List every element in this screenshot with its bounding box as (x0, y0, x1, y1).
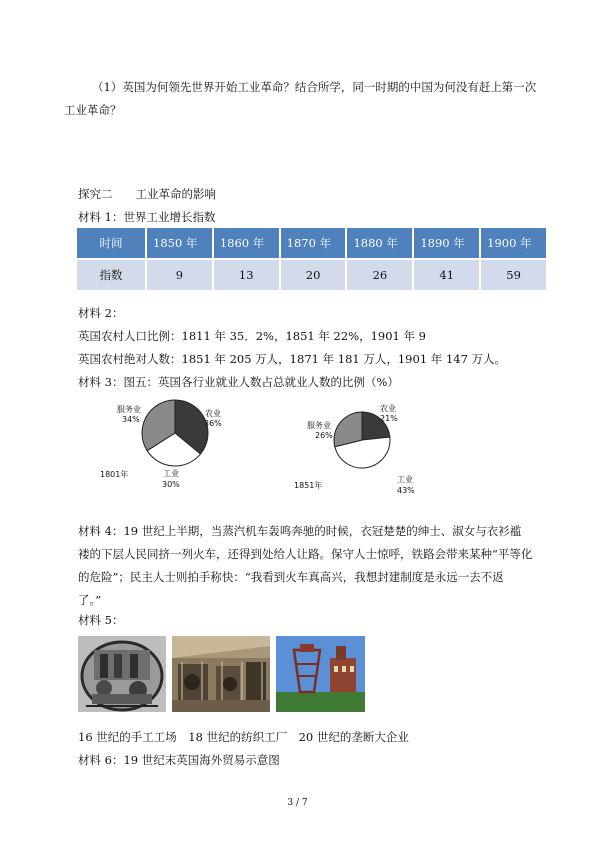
material-4-line3: 的危险”；民主人士则拍手称快：“我看到火车真高兴，我想封建制度是永远一去不返 (78, 570, 504, 584)
pie2-label-industry: 工业 (397, 475, 413, 484)
pie2-label-agriculture: 农业 (380, 404, 396, 413)
industrial-index-table (75, 226, 548, 292)
table-cell: 41 (414, 260, 479, 290)
pie1-label-services: 服务业 (117, 405, 141, 414)
table-header-cell: 1900 年 (481, 228, 546, 258)
material-6-title: 材料 6：19 世纪末英国海外贸易示意图 (78, 753, 280, 767)
question-1-line2: 工业革命？ (64, 103, 122, 117)
pie2-pct-industry: 43% (397, 486, 415, 495)
pie2-year: 1851年 (294, 481, 323, 490)
pie1-pct-services: 34% (122, 415, 140, 424)
pie-chart-1801 (140, 398, 210, 468)
workshop-engraving (78, 636, 166, 712)
enterprise-picture (276, 636, 365, 712)
table-header-cell: 1870 年 (281, 228, 346, 258)
table-cell: 13 (214, 260, 279, 290)
page-number: 3 / 7 (287, 798, 308, 808)
pie2-label-services: 服务业 (307, 421, 331, 430)
pie-slices (142, 400, 208, 466)
table-header-row (77, 228, 546, 258)
pie1-year: 1801年 (100, 470, 129, 479)
pie1-label-agriculture: 农业 (205, 409, 221, 418)
table-cell: 指数 (77, 260, 145, 290)
material-4-line1: 材料 4：19 世纪上半期，当蒸汽机车轰鸣奔驰的时候，衣冠楚楚的绅士、淑女与衣衫褴 (78, 524, 522, 538)
material-2-title: 材料 2： (78, 306, 124, 320)
pie2-pct-services: 26% (315, 431, 333, 440)
table-header-cell: 1890 年 (414, 228, 479, 258)
material-5-caption: 16 世纪的手工工场 18 世纪的纺织工厂 20 世纪的垄断大企业 (78, 730, 409, 744)
pie2-pct-agriculture: 21% (380, 414, 398, 423)
question-1 (64, 76, 538, 122)
material-2-line2: 英国农村绝对人数：1851 年 205 万人，1871 年 181 万人，1901 年 147 万人。 (78, 352, 507, 366)
section-heading: 探究二 工业革命的影响 (78, 187, 216, 201)
material-5-title: 材料 5： (78, 613, 124, 627)
pie1-pct-industry: 30% (162, 480, 180, 489)
question-1-line1: （1）英国为何领先世界开始工业革命？结合所学，同一时期的中国为何没有赶上第一次 (92, 80, 537, 94)
material-3-title: 材料 3：图五：英国各行业就业人数占总就业人数的比例（%） (78, 375, 399, 389)
table-cell: 26 (347, 260, 412, 290)
material-4 (78, 520, 548, 612)
table-header-cell: 1850 年 (147, 228, 212, 258)
workshop-image (78, 636, 166, 712)
table-cell: 59 (481, 260, 546, 290)
textile-factory-image (172, 636, 270, 712)
table-header-cell: 1860 年 (214, 228, 279, 258)
table-cell: 20 (281, 260, 346, 290)
material-4-line2: 褛的下层人民同挤一列火车，还得到处给人让路。保守人士惊呼，铁路会带来某种“平等化 (78, 547, 533, 561)
material-2-line1: 英国农村人口比例：1811 年 35．2%，1851 年 22%，1901 年 9 (78, 329, 426, 343)
pie1-pct-agriculture: 36% (204, 419, 222, 428)
material-4-line4: 了。” (78, 593, 102, 607)
pie1-label-industry: 工业 (163, 469, 179, 478)
table-header-cell: 1880 年 (347, 228, 412, 258)
table-cell: 9 (147, 260, 212, 290)
pie-slice-服务业 (334, 412, 362, 447)
textile-factory-picture (172, 636, 270, 712)
table-header-cell: 时间 (77, 228, 145, 258)
material-1-title: 材料 1：世界工业增长指数 (78, 210, 216, 224)
enterprise-image (276, 636, 365, 712)
table-row (77, 260, 546, 290)
